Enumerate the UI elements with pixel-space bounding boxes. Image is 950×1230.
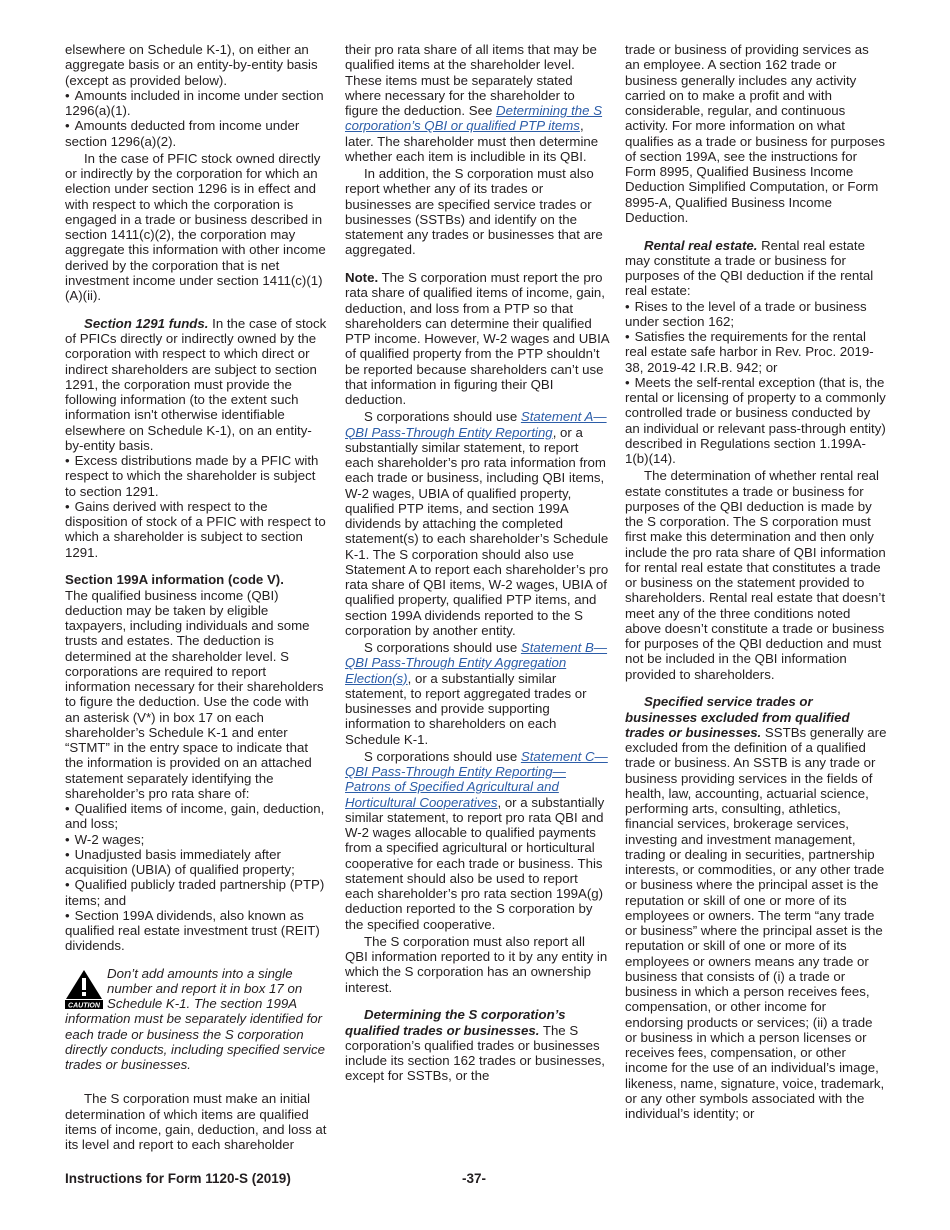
link-statement-a[interactable]: Statement A—QBI Pass-Through Entity Reporting xyxy=(345,409,607,440)
note-label: Note. xyxy=(345,270,379,285)
caution-label: CAUTION xyxy=(68,1002,100,1009)
paragraph: trade or business of providing services as an employee. A section 162 trade or business generally includes any activity carried on to make a profit and with considerable, regular, and continuous activity. For more information on what qualifies as a trade or business for purposes of section 199A, see the instructions for Form 8995, Qualified Business Income Deduction Simplified Computation, or Form 8995-A, Qualified Business Income Deduction. xyxy=(625,42,885,225)
paragraph: The determination of whether rental real estate constitutes a trade or business for purposes of the QBI deduction is made by the S corporation. The S corporation must first make this determination and then only include the pro rata share of QBI information for rental real estate that constitutes a trade or business on the statement provided to shareholders. Rental real estate that doesn’t meet any of the three conditions noted above doesn’t constitute a trade or business for purposes of the QBI deduction and must not be included in the QBI information provided to shareholders. xyxy=(625,468,886,682)
footer-title: Instructions for Form 1120-S (2019) xyxy=(65,1171,291,1186)
paragraph: The S corporation must make an initial determination of which items are qualified items of income, gain, deduction, and loss at its level and report to each shareholder xyxy=(65,1091,327,1152)
paragraph: Specified service trades or businesses excluded from qualified trades or businesses. SSTBs generally are excluded from the definition of a qualified trade or business. An SSTB is any trade or business providing services in the fields of health, law, accounting, actuarial science, performing arts, consulting, athletics, financial services, brokerage services, investing and investment management, trading or dealing in securities, partnership interests, or commodities, or any other trade or business where the principal asset is the reputation or skill of one or more of its employees or owners. The term “any trade or business” where the principal asset is the reputation or skill of one or more of its employees or owners means any trade or business that consists of (i) a trade or business in which a person receives fees, compensation, or other income for endorsing products or services; (ii) a trade or business in which a person licenses or receives fees, compensation, or other income for the use of an individual’s image, likeness, name, signature, voice, trademark, or any other symbols associated with the individual’s identity; or xyxy=(625,694,887,1121)
bullet-item: • Rises to the level of a trade or business under section 162; xyxy=(625,299,887,330)
note-paragraph: Note. The S corporation must report the pro rata share of qualified items of income, gain, deduction, and loss from a PTP so that shareholders can determine their qualified PTP income. However, W-2 wages and UBIA of qualified property from the PTP shouldn’t be reported because shareholders can’t use that information in figuring their QBI deduction. xyxy=(345,270,609,407)
column-2 xyxy=(345,42,609,1084)
paragraph: S corporations should use Statement C—QBI Pass-Through Entity Reporting—Patrons of Specified Agricultural and Horticultural Cooperatives, or a substantially similar statement, to report pro rata QBI and W-2 wages allocable to qualified payments from a specified agricultural or horticultural cooperative for each trade or business. This statement should also be used to report each shareholder’s pro rata section 199A(g) deduction reported to the S corporation by the specified cooperative. xyxy=(345,748,608,932)
column-3 xyxy=(625,42,887,1121)
bullet-item: • Amounts included in income under section 1296(a)(1). xyxy=(65,88,327,119)
paragraph: In addition, the S corporation must also report whether any of its trades or businesses are specified service trades or businesses (SSTBs) and identify on the statement any trades or businesses that are aggregated. xyxy=(345,166,603,258)
paragraph: Section 1291 funds. In the case of stock of PFICs directly or indirectly owned by the corporation with respect to which direct or indirect shareholders are subject to section 1291, the corporation must provide the following information (to the extent such information isn't otherwise identifiable elsewhere on Schedule K-1), on an entity-by-entity basis. xyxy=(65,315,327,453)
paragraph: Rental real estate. Rental real estate may constitute a trade or business for purposes of the QBI deduction if the rental real estate: xyxy=(625,237,874,299)
bullet-item: • Section 199A dividends, also known as qualified real estate investment trust (REIT) dividends. xyxy=(65,908,327,954)
heading-rental-real-estate: Rental real estate. xyxy=(644,237,758,253)
page-number: -37- xyxy=(462,1171,487,1186)
caution-text: Don’t add amounts into a single number and report it in box 17 on Schedule K-1. The section 199A information must be separately identified for each trade or business the S corporation directly conducts, including specified service trades or businesses. xyxy=(65,965,325,1072)
paragraph: S corporations should use Statement B—QBI Pass-Through Entity Aggregation Election(s), or a substantially similar statement, to report aggregated trades or businesses and provide supporting information to shareholders on each Schedule K-1. xyxy=(345,640,608,747)
bullet-item: • Gains derived with respect to the disposition of stock of a PFIC with respect to which a shareholder is subject to section 1291. xyxy=(65,499,327,560)
heading-sstb: Specified service trades or businesses excluded from qualified trades or businesses. xyxy=(625,694,850,740)
link-determining-qbi[interactable]: Determining the S corporation’s QBI or qualified PTP items xyxy=(345,103,603,134)
bullet-item: • Satisfies the requirements for the rental real estate safe harbor in Rev. Proc. 2019-38, 2019-42 I.R.B. 942; or xyxy=(625,329,887,375)
heading-section-1291-funds: Section 1291 funds. xyxy=(84,315,209,331)
paragraph: their pro rata share of all items that may be qualified items at the shareholder level. These items must be separately stated where necessary for the shareholder to figure the deduction. See Determining the S corporation’s QBI or qualified PTP items, later. The shareholder must then determine whether each item is includible in its QBI. xyxy=(345,42,603,164)
heading-determining-trades: Determining the S corporation’s qualified trades or businesses. xyxy=(345,1007,566,1038)
link-statement-b[interactable]: Statement B—QBI Pass-Through Entity Aggregation Election(s) xyxy=(345,640,608,686)
paragraph: The qualified business income (QBI) deduction may be taken by eligible taxpayers, including individuals and some trusts and estates. The deduction is determined at the shareholder level. S corporations are required to report information necessary for their shareholders to figure the deduction. Use the code with an asterisk (V*) in box 17 on each shareholder’s Schedule K-1 and enter “STMT” in the entry space to indicate that the information is provided on an attached statement separately identifying the shareholder’s pro rata share of: xyxy=(65,587,324,801)
bullet-item: • W-2 wages; xyxy=(65,832,327,847)
bullet-item: • Qualified publicly traded partnership (PTP) items; and xyxy=(65,877,327,908)
heading-section-199a: Section 199A information (code V). xyxy=(65,572,284,588)
paragraph: The S corporation must also report all QBI information reported to it by any entity in which the S corporation has an ownership interest. xyxy=(345,933,608,995)
paragraph: S corporations should use Statement A—QBI Pass-Through Entity Reporting, or a substantially similar statement, to report each shareholder’s pro rata information from each trade or business, including QBI items, W-2 wages, UBIA of qualified property, qualified PTP items, and section 199A dividends by attaching the completed statement(s) to each shareholder’s Schedule K-1. The S corporation should also use Statement A to report each shareholder’s pro rata share of QBI items, W-2 wages, UBIA of qualified property, qualified PTP items, and section 199A dividends reported to the S corporation by another entity. xyxy=(345,409,609,638)
caution-note xyxy=(65,966,327,1073)
bullet-item: • Excess distributions made by a PFIC with respect to which the shareholder is subject to section 1291. xyxy=(65,453,327,499)
bullet-item: • Amounts deducted from income under section 1296(a)(2). xyxy=(65,118,327,149)
paragraph: Determining the S corporation’s qualified trades or businesses. The S corporation’s qualified trades or businesses include its section 162 trades or businesses, except for SSTBs, or the xyxy=(345,1007,605,1084)
link-statement-c[interactable]: Statement C—QBI Pass-Through Entity Reporting—Patrons of Specified Agricultural and Horticultural Cooperatives xyxy=(345,748,608,810)
bullet-item: • Unadjusted basis immediately after acquisition (UBIA) of qualified property; xyxy=(65,847,327,878)
paragraph: elsewhere on Schedule K-1), on either an aggregate basis or an entity-by-entity basis (except as provided below). xyxy=(65,42,318,88)
bullet-item: • Meets the self-rental exception (that is, the rental or licensing of property to a commonly controlled trade or business conducted by an individual or relevant pass-through entity) described in Regulations section 1.199A-1(b)(14). xyxy=(625,375,887,467)
bullet-item: • Qualified items of income, gain, deduction, and loss; xyxy=(65,801,327,832)
caution-icon xyxy=(65,969,103,1009)
column-1 xyxy=(65,42,327,1152)
paragraph: In the case of PFIC stock owned directly or indirectly by the corporation for which an election under section 1296 is in effect and with respect to which the corporation is engaged in a trade or business described in section 1411(c)(2), the corporation may aggregate this information with other income derived by the corporation that is net investment income under section 1411(c)(1)(A)(ii). xyxy=(65,150,326,303)
